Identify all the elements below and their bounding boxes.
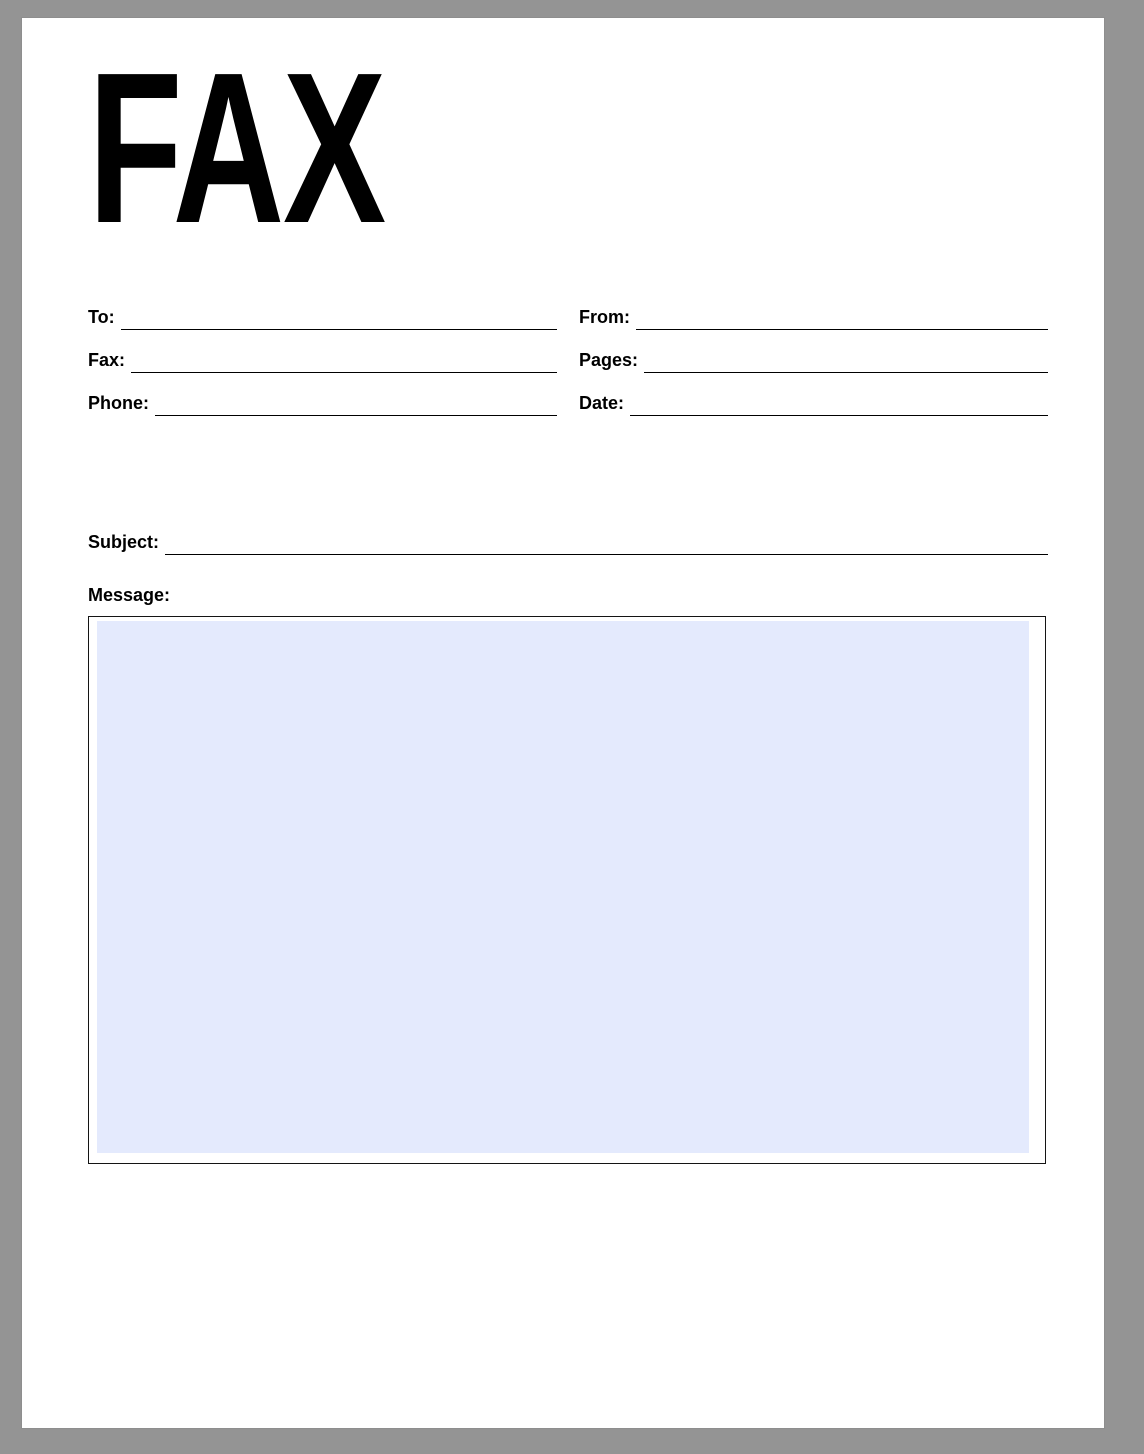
field-date[interactable] (579, 389, 1048, 416)
fax-cover-page (22, 18, 1104, 1428)
field-to-value (121, 303, 129, 324)
field-to[interactable] (88, 303, 579, 330)
section-spacer (88, 432, 1072, 528)
field-to-input[interactable] (121, 303, 557, 330)
field-subject[interactable] (88, 528, 1048, 555)
field-from-value (636, 303, 644, 324)
message-textarea[interactable] (88, 616, 1046, 1164)
message-label: Message: (88, 585, 171, 605)
field-from[interactable] (579, 303, 1048, 330)
page-title: FAX (88, 27, 385, 268)
field-phone-value (155, 389, 163, 410)
field-fax-value (131, 346, 139, 367)
field-subject-label: Subject: (88, 532, 160, 552)
field-phone-label: Phone: (88, 393, 149, 413)
field-subject-input[interactable] (165, 528, 1048, 555)
field-from-label: From: (579, 307, 630, 327)
message-fill (97, 621, 1029, 1153)
field-from-input[interactable] (636, 303, 1048, 330)
field-phone-input[interactable] (155, 389, 557, 416)
field-pages-input[interactable] (644, 346, 1048, 373)
field-pages[interactable] (579, 346, 1048, 373)
page-content (88, 27, 1072, 1388)
field-row-phone-date (88, 389, 1048, 416)
fax-header-fields (88, 303, 1072, 1164)
field-row-fax-pages (88, 346, 1048, 373)
field-date-label: Date: (579, 393, 625, 413)
field-pages-label: Pages: (579, 350, 639, 370)
field-phone[interactable] (88, 389, 579, 416)
field-date-input[interactable] (630, 389, 1048, 416)
field-fax-label: Fax: (88, 350, 126, 370)
field-subject-value (165, 528, 173, 549)
field-row-to-from (88, 303, 1048, 330)
field-to-label: To: (88, 307, 115, 327)
field-fax[interactable] (88, 346, 579, 373)
field-pages-value (644, 346, 652, 367)
field-date-value (630, 389, 638, 410)
field-fax-input[interactable] (131, 346, 557, 373)
